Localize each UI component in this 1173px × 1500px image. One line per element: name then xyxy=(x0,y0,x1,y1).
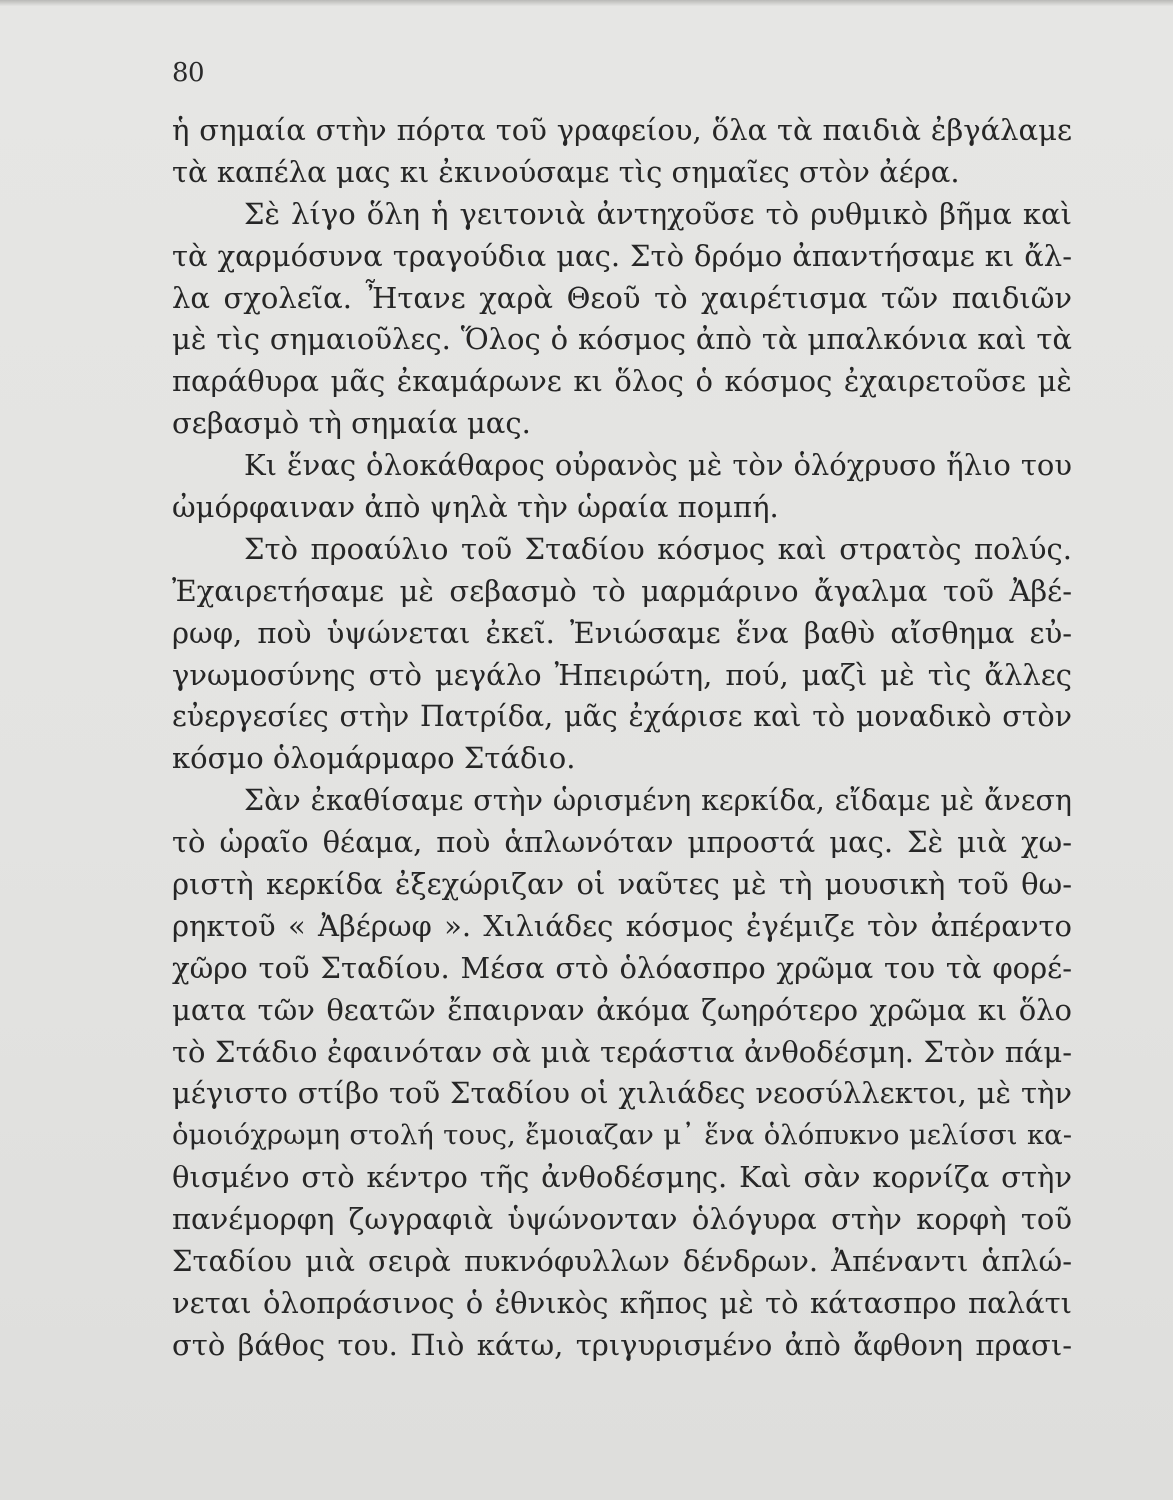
text-line: ρωφ, ποὺ ὑψώνεται ἐκεῖ. Ἐνιώσαμε ἕνα βαθὺ αἴσθημα εὐ- xyxy=(172,615,1072,650)
text-line: Ἐχαιρετήσαμε μὲ σεβασμὸ τὸ μαρμάρινο ἄγαλμα τοῦ Ἀβέ- xyxy=(172,573,1072,608)
text-line: ριστὴ κερκίδα ἐξεχώριζαν οἱ ναῦτες μὲ τὴ μουσικὴ τοῦ θω- xyxy=(172,867,1072,902)
text-line: Σὲ λίγο ὅλη ἡ γειτονιὰ ἀντηχοῦσε τὸ ρυθμικὸ βῆμα καὶ xyxy=(244,196,1072,231)
page-number: 80 xyxy=(172,58,205,88)
text-line: τὸ ὡραῖο θέαμα, ποὺ ἁπλωνόταν μπροστά μας. Σὲ μιὰ χω- xyxy=(172,825,1072,860)
text-line: εὐεργεσίες στὴν Πατρίδα, μᾶς ἐχάρισε καὶ τὸ μοναδικὸ στὸν xyxy=(172,700,1072,734)
page-top-edge-shadow xyxy=(0,0,1173,6)
text-line: μέγιστο στίβο τοῦ Σταδίου οἱ χιλιάδες νεοσύλλεκτοι, μὲ τὴν xyxy=(172,1076,1072,1111)
text-line: ματα τῶν θεατῶν ἔπαιρναν ἀκόμα ζωηρότερο χρῶμα κι ὅλο xyxy=(172,992,1072,1027)
text-line: χῶρο τοῦ Σταδίου. Μέσα στὸ ὁλόασπρο χρῶμα του τὰ φορέ- xyxy=(172,950,1072,985)
body-text xyxy=(172,110,1072,1367)
text-line: ὁμοιόχρωμη στολή τους, ἔμοιαζαν μ᾿ ἕνα ὁλόπυκνο μελίσσι κα- xyxy=(172,1119,1072,1152)
text-line: σεβασμὸ τὴ σημαία μας. xyxy=(172,406,531,441)
text-line: γνωμοσύνης στὸ μεγάλο Ἠπειρώτη, πού, μαζὶ μὲ τὶς ἄλλες xyxy=(172,657,1072,692)
text-line: νεται ὁλοπράσινος ὁ ἐθνικὸς κῆπος μὲ τὸ κάτασπρο παλάτι xyxy=(172,1285,1072,1320)
text-line: τὰ καπέλα μας κι ἐκινούσαμε τὶς σημαῖες στὸν ἀέρα. xyxy=(172,154,960,189)
text-line: κόσμο ὁλομάρμαρο Στάδιο. xyxy=(172,741,576,776)
text-line: θισμένο στὸ κέντρο τῆς ἀνθοδέσμης. Καὶ σὰν κορνίζα στὴν xyxy=(172,1160,1072,1195)
text-line: μὲ τὶς σημαιοῦλες. Ὅλος ὁ κόσμος ἀπὸ τὰ μπαλκόνια καὶ τὰ xyxy=(172,322,1072,357)
text-line: Στὸ προαύλιο τοῦ Σταδίου κόσμος καὶ στρατὸς πολύς. xyxy=(244,531,1072,566)
text-line: ἡ σημαία στὴν πόρτα τοῦ γραφείου, ὅλα τὰ παιδιὰ ἐβγάλαμε xyxy=(172,113,1072,147)
text-line: τὰ χαρμόσυνα τραγούδια μας. Στὸ δρόμο ἀπαντήσαμε κι ἄλ- xyxy=(172,238,1072,273)
text-line: τὸ Στάδιο ἐφαινόταν σὰ μιὰ τεράστια ἀνθοδέσμη. Στὸν πάμ- xyxy=(172,1034,1072,1069)
text-line: παράθυρα μᾶς ἐκαμάρωνε κι ὅλος ὁ κόσμος ἐχαιρετοῦσε μὲ xyxy=(172,364,1072,399)
text-line: λα σχολεῖα. Ἦτανε χαρὰ Θεοῦ τὸ χαιρέτισμα τῶν παιδιῶν xyxy=(172,280,1072,315)
text-line: ρηκτοῦ « Ἀβέρωφ ». Χιλιάδες κόσμος ἐγέμιζε τὸν ἀπέραντο xyxy=(172,908,1072,943)
text-line: Κι ἕνας ὁλοκάθαρος οὐρανὸς μὲ τὸν ὁλόχρυσο ἥλιο του xyxy=(244,448,1072,483)
text-line: ὠμόρφαιναν ἀπὸ ψηλὰ τὴν ὡραία πομπή. xyxy=(172,490,779,525)
text-line: Σὰν ἐκαθίσαμε στὴν ὡρισμένη κερκίδα, εἴδαμε μὲ ἄνεση xyxy=(244,784,1072,818)
text-line: πανέμορφη ζωγραφιὰ ὑψώνονταν ὁλόγυρα στὴν κορφὴ τοῦ xyxy=(172,1202,1072,1237)
text-line: στὸ βάθος του. Πιὸ κάτω, τριγυρισμένο ἀπὸ ἄφθονη πρασι- xyxy=(172,1327,1072,1362)
text-line: Σταδίου μιὰ σειρὰ πυκνόφυλλων δένδρων. Ἀπέναντι ἁπλώ- xyxy=(172,1244,1072,1279)
